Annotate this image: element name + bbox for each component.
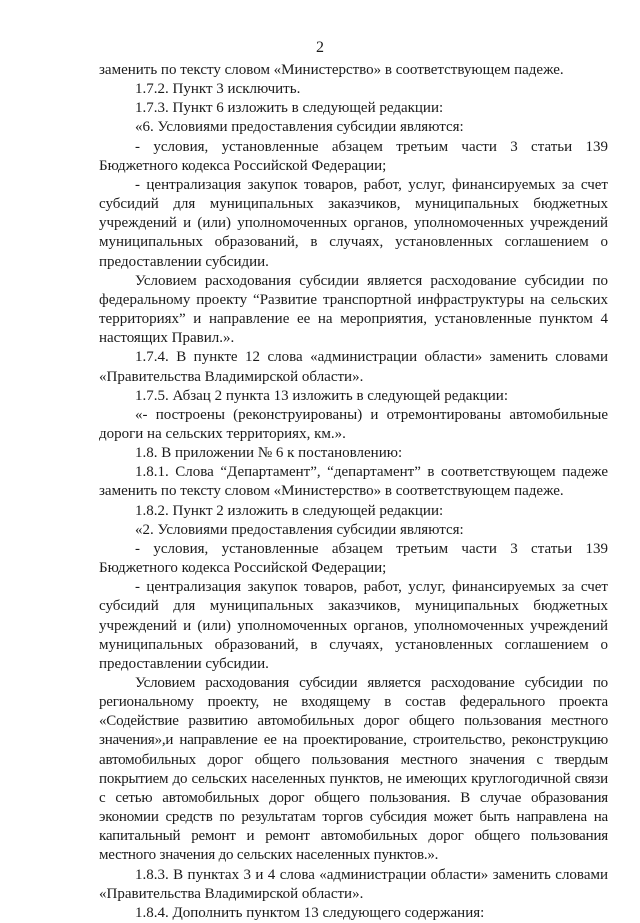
paragraph: «6. Условиями предоставления субсидии являются:: [135, 119, 464, 136]
paragraph: «- построены (реконструированы) и отремонтированы автомобильные дороги на сельских территориях, км.».: [99, 406, 608, 442]
paragraph: 1.8. В приложении № 6 к постановлению:: [135, 445, 403, 462]
paragraph: 1.8.3. В пунктах 3 и 4 слова «администрации области» заменить словами «Правительства Владимирской области».: [99, 866, 608, 902]
paragraph: Условием расходования субсидии является расходование субсидии по региональному проекту, не входящему в состав федерального проекта «Содействие развитию автомобильных дорог общего пользования местного значения»,и направление ее на проектирование, строительство, реконструкцию автомобильных дорог общего пользования местного значения с твердым покрытием до сельских населенных пунктов, не имеющих круглогодичной связи с сетью автомобильных дорог общего пользования. В случае образования экономии средств по результатам торгов субсидия может быть направлена на капитальный ремонт и ремонт автомобильных дорог общего пользования местного значения до сельских населенных пунктов.».: [99, 675, 608, 864]
paragraph: - условия, установленные абзацем третьим части 3 статьи 139 Бюджетного кодекса Российской Федерации;: [99, 540, 608, 577]
paragraph: 1.7.2. Пункт 3 исключить.: [135, 81, 301, 98]
paragraph: Условием расходования субсидии является расходование субсидии по федеральному проекту “Развитие транспортной инфраструктуры на сельских территориях” и направление ее на мероприятия, установленные пунктом 4 настоящих Правил.».: [99, 272, 608, 347]
paragraph: 1.8.4. Дополнить пунктом 13 следующего содержания:: [135, 904, 485, 921]
paragraph: - централизация закупок товаров, работ, услуг, финансируемых за счет субсидий для муниципальных заказчиков, муниципальных бюджетных учреждений и (или) уполномоченных органов, уполномоченных учреждений муниципальных образований, в случаях, установленных соглашением о предоставлении субсидии.: [99, 579, 608, 672]
document-body: [99, 61, 608, 923]
paragraph: - условия, установленные абзацем третьим части 3 статьи 139 Бюджетного кодекса Российской Федерации;: [99, 138, 608, 174]
paragraph: 1.7.4. В пункте 12 слова «администрации области» заменить словами «Правительства Владимирской области».: [99, 349, 608, 385]
page-number: 2: [316, 39, 324, 56]
paragraph: 1.8.2. Пункт 2 изложить в следующей редакции:: [135, 502, 444, 519]
paragraph: 1.7.5. Абзац 2 пункта 13 изложить в следующей редакции:: [135, 387, 509, 404]
paragraph: заменить по тексту словом «Министерство» в соответствующем падеже.: [99, 62, 564, 78]
paragraph: «2. Условиями предоставления субсидии являются:: [135, 521, 464, 538]
paragraph: 1.7.3. Пункт 6 изложить в следующей редакции:: [135, 100, 444, 117]
paragraph: 1.8.1. Слова “Департамент”, “департамент” в соответствующем падеже заменить по тексту словом «Министерство» в соответствующем падеже.: [99, 464, 608, 500]
paragraph: - централизация закупок товаров, работ, услуг, финансируемых за счет субсидий для муниципальных заказчиков, муниципальных бюджетных учреждений и (или) уполномоченных органов, уполномоченных учреждений муниципальных образований, в случаях, установленных соглашением о предоставлении субсидии.: [99, 176, 608, 270]
